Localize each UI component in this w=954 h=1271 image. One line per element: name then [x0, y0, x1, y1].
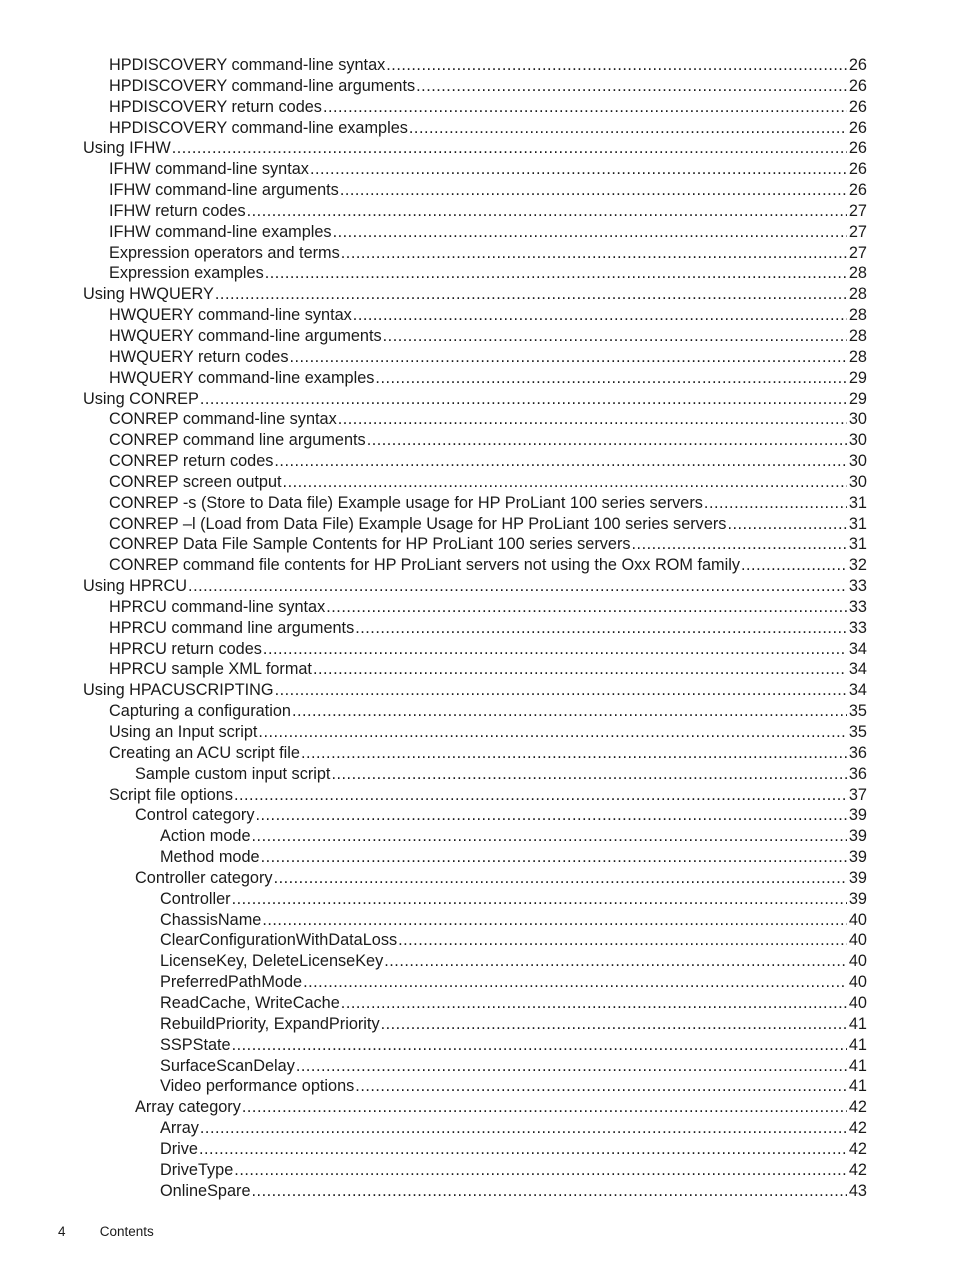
dot-leader [262, 910, 847, 931]
dot-leader [252, 826, 847, 847]
dot-leader [313, 659, 847, 680]
dot-leader [234, 785, 847, 806]
toc-entry[interactable] [0, 55, 867, 76]
toc-entry-title: LicenseKey, DeleteLicenseKey [160, 952, 384, 971]
toc-entry-title: HPDISCOVERY return codes [109, 97, 322, 116]
toc-entry-title: HPRCU command line arguments [109, 618, 355, 637]
toc-entry[interactable] [0, 1097, 867, 1118]
toc-entry-title: Controller [160, 889, 231, 908]
toc-entry-title: Using HPRCU [83, 577, 188, 596]
toc-entry-title: HPRCU sample XML format [109, 660, 312, 679]
toc-entry-title: Controller category [135, 868, 273, 887]
toc-entry[interactable] [0, 118, 867, 139]
dot-leader [416, 76, 847, 97]
dot-leader [375, 368, 846, 389]
toc-entry-title: CONREP Data File Sample Contents for HP ProLiant 100 series servers [109, 535, 631, 554]
dot-leader [200, 1118, 847, 1139]
toc-entry-page-number: 30 [848, 431, 867, 450]
toc-entry-title: CONREP return codes [109, 452, 274, 471]
toc-entry[interactable] [0, 597, 867, 618]
dot-leader [341, 243, 847, 264]
toc-entry-title: SSPState [160, 1035, 231, 1054]
dot-leader [355, 1076, 847, 1097]
toc-entry[interactable] [0, 243, 867, 264]
toc-entry-title: Using an Input script [109, 723, 258, 741]
dot-leader [261, 847, 847, 868]
toc-entry[interactable] [0, 1076, 867, 1097]
dot-leader [258, 722, 846, 743]
dot-leader [200, 389, 847, 410]
toc-entry[interactable] [0, 930, 867, 951]
toc-entry-page-number: 39 [848, 827, 867, 846]
toc-entry-title: Expression operators and terms [109, 243, 340, 262]
toc-entry[interactable] [0, 368, 867, 389]
toc-entry[interactable] [0, 722, 867, 743]
toc-entry-title: Creating an ACU script file [109, 743, 300, 762]
toc-entry-title: SurfaceScanDelay [160, 1056, 295, 1075]
toc-entry-page-number: 31 [848, 535, 867, 554]
toc-entry-title: Array category [135, 1098, 241, 1117]
toc-entry-title: Array [160, 1119, 199, 1138]
dot-leader [172, 138, 847, 159]
toc-entry-title: Expression examples [109, 264, 264, 283]
toc-entry-title: Using CONREP [83, 389, 199, 408]
toc-entry[interactable] [0, 659, 867, 680]
toc-entry-title: HPDISCOVERY command-line examples [109, 118, 408, 137]
toc-entry[interactable] [0, 1014, 867, 1035]
toc-entry-page-number: 33 [848, 618, 867, 637]
dot-leader [409, 118, 847, 139]
dot-leader [242, 1097, 847, 1118]
dot-leader [353, 305, 847, 326]
toc-entry[interactable] [0, 534, 867, 555]
toc-entry-page-number: 31 [848, 493, 867, 512]
dot-leader [341, 993, 847, 1014]
toc-entry-title: ClearConfigurationWithDataLoss [160, 931, 398, 950]
toc-entry-page-number: 34 [848, 681, 867, 700]
toc-entry[interactable] [0, 889, 867, 910]
toc-entry-page-number: 42 [848, 1160, 867, 1179]
dot-leader [296, 1056, 847, 1077]
toc-entry-page-number: 31 [848, 514, 867, 533]
toc-entry-title: IFHW command-line arguments [109, 181, 339, 200]
toc-entry-page-number: 26 [848, 76, 867, 95]
dot-leader [383, 326, 847, 347]
toc-entry[interactable] [0, 1181, 867, 1202]
dot-leader [265, 263, 847, 284]
footer-page-number: 4 [58, 1224, 66, 1239]
toc-entry-title: RebuildPriority, ExpandPriority [160, 1014, 380, 1033]
toc-entry-page-number: 40 [848, 910, 867, 929]
toc-entry-page-number: 29 [848, 368, 867, 387]
dot-leader [331, 764, 846, 785]
toc-entry[interactable] [0, 389, 867, 410]
toc-entry-page-number: 37 [848, 785, 867, 804]
toc-entry-title: HWQUERY command-line examples [109, 368, 375, 387]
dot-leader [340, 180, 847, 201]
toc-entry[interactable] [0, 159, 867, 180]
toc-entry[interactable] [0, 972, 867, 993]
dot-leader [398, 930, 847, 951]
toc-entry[interactable] [0, 951, 867, 972]
toc-entry-title: HWQUERY command-line arguments [109, 326, 382, 345]
toc-entry-title: IFHW command-line syntax [109, 160, 309, 179]
dot-leader [310, 159, 847, 180]
dot-leader [323, 97, 847, 118]
page-footer [58, 1222, 154, 1242]
toc-entry-title: DriveType [160, 1160, 234, 1179]
toc-entry-page-number: 41 [848, 1056, 867, 1075]
toc-entry[interactable] [0, 284, 867, 305]
dot-leader [232, 1035, 847, 1056]
toc-entry-page-number: 28 [848, 285, 867, 304]
toc-entry[interactable] [0, 493, 867, 514]
toc-entry-page-number: 40 [848, 931, 867, 950]
dot-leader [386, 55, 847, 76]
toc-entry[interactable] [0, 97, 867, 118]
toc-entry-page-number: 40 [848, 952, 867, 971]
toc-entry-title: ChassisName [160, 910, 262, 929]
dot-leader [263, 639, 847, 660]
toc-entry[interactable] [0, 138, 867, 159]
dot-leader [188, 576, 847, 597]
toc-entry-page-number: 32 [848, 556, 867, 575]
toc-entry-title: OnlineSpare [160, 1181, 251, 1200]
toc-entry-title: CONREP –l (Load from Data File) Example Usage for HP ProLiant 100 series servers [109, 514, 727, 533]
dot-leader [234, 1160, 847, 1181]
toc-entry[interactable] [0, 555, 867, 576]
toc-entry-page-number: 26 [848, 181, 867, 200]
toc-entry-title: Capturing a configuration [109, 702, 291, 721]
toc-entry[interactable] [0, 1035, 867, 1056]
toc-entry-title: Control category [135, 806, 255, 825]
toc-entry-title: PreferredPathMode [160, 973, 303, 992]
toc-entry[interactable] [0, 451, 867, 472]
toc-entry[interactable] [0, 76, 867, 97]
toc-entry-page-number: 41 [848, 1077, 867, 1096]
toc-entry-page-number: 29 [848, 389, 867, 408]
dot-leader [275, 680, 847, 701]
toc-entry[interactable] [0, 1118, 867, 1139]
toc-entry-title: CONREP screen output [109, 472, 282, 491]
toc-entry-page-number: 36 [848, 743, 867, 762]
toc-entry-page-number: 28 [848, 347, 867, 366]
toc-entry-page-number: 35 [848, 723, 867, 741]
toc-entry[interactable] [0, 847, 867, 868]
toc-entry-page-number: 42 [848, 1139, 867, 1158]
toc-entry[interactable] [0, 785, 867, 806]
toc-entry-page-number: 34 [848, 660, 867, 679]
dot-leader [741, 555, 847, 576]
toc-entry-page-number: 28 [848, 306, 867, 325]
dot-leader [727, 514, 846, 535]
toc-entry[interactable] [0, 1139, 867, 1160]
toc-entry-page-number: 43 [848, 1181, 867, 1200]
toc-entry-page-number: 28 [848, 326, 867, 345]
toc-entry[interactable] [0, 263, 867, 284]
toc-entry-title: Script file options [109, 785, 233, 804]
toc-entry-page-number: 41 [848, 1014, 867, 1033]
dot-leader [632, 534, 847, 555]
toc-entry[interactable] [0, 680, 867, 701]
toc-entry[interactable] [0, 701, 867, 722]
toc-entry-title: HWQUERY command-line syntax [109, 306, 352, 325]
toc-entry[interactable] [0, 514, 867, 535]
toc-entry-page-number: 36 [848, 764, 867, 783]
dot-leader [381, 1014, 847, 1035]
toc-entry-page-number: 39 [848, 806, 867, 825]
toc-entry[interactable] [0, 409, 867, 430]
toc-entry-title: HPDISCOVERY command-line syntax [109, 56, 386, 74]
toc-entry[interactable] [0, 826, 867, 847]
toc-entry-title: Action mode [160, 827, 251, 846]
dot-leader [199, 1139, 847, 1160]
toc-entry-page-number: 26 [848, 160, 867, 179]
dot-leader [274, 868, 847, 889]
toc-entry-page-number: 27 [848, 201, 867, 220]
toc-entry-title: Sample custom input script [135, 764, 331, 783]
toc-entry-title: ReadCache, WriteCache [160, 993, 340, 1012]
toc-entry-title: HPRCU command-line syntax [109, 597, 326, 616]
dot-leader [255, 805, 846, 826]
toc-entry[interactable] [0, 305, 867, 326]
toc-entry-page-number: 30 [848, 472, 867, 491]
dot-leader [367, 430, 847, 451]
dot-leader [326, 597, 847, 618]
toc-entry-page-number: 42 [848, 1119, 867, 1138]
dot-leader [301, 743, 847, 764]
toc-entry-title: CONREP -s (Store to Data file) Example usage for HP ProLiant 100 series servers [109, 493, 703, 512]
toc-entry[interactable] [0, 472, 867, 493]
dot-leader [215, 284, 847, 305]
toc-entry-title: Using HWQUERY [83, 285, 214, 304]
toc-entry-page-number: 42 [848, 1098, 867, 1117]
toc-entry[interactable] [0, 764, 867, 785]
toc-entry[interactable] [0, 576, 867, 597]
toc-entry[interactable] [0, 222, 867, 243]
toc-entry-title: Using HPACUSCRIPTING [83, 681, 274, 700]
toc-entry-page-number: 33 [848, 577, 867, 596]
toc-entry-page-number: 26 [848, 118, 867, 137]
toc-entry-title: IFHW command-line examples [109, 222, 332, 241]
dot-leader [704, 493, 847, 514]
toc-entry-page-number: 41 [848, 1035, 867, 1054]
footer-section-title: Contents [99, 1224, 154, 1239]
toc-entry-page-number: 40 [848, 993, 867, 1012]
dot-leader [283, 472, 847, 493]
toc-entry-title: Drive [160, 1139, 198, 1158]
toc-entry-page-number: 35 [848, 702, 867, 721]
toc-entry-page-number: 26 [848, 56, 867, 74]
toc-entry-page-number: 27 [848, 243, 867, 262]
dot-leader [252, 1181, 847, 1202]
toc-entry-title: HWQUERY return codes [109, 347, 289, 366]
toc-entry-page-number: 40 [848, 973, 867, 992]
table-of-contents [0, 55, 954, 1201]
dot-leader [232, 889, 847, 910]
dot-leader [355, 618, 847, 639]
toc-entry-title: Using IFHW [83, 139, 171, 158]
toc-entry-title: IFHW return codes [109, 201, 246, 220]
toc-entry[interactable] [0, 1056, 867, 1077]
dot-leader [384, 951, 847, 972]
toc-entry[interactable] [0, 805, 867, 826]
toc-entry[interactable] [0, 347, 867, 368]
toc-entry[interactable] [0, 430, 867, 451]
toc-entry-page-number: 34 [848, 639, 867, 658]
toc-entry[interactable] [0, 326, 867, 347]
dot-leader [333, 222, 847, 243]
dot-leader [303, 972, 847, 993]
toc-entry-page-number: 30 [848, 410, 867, 429]
dot-leader [338, 409, 847, 430]
toc-entry-title: CONREP command file contents for HP ProLiant servers not using the Oxx ROM family [109, 556, 740, 575]
toc-entry[interactable] [0, 1160, 867, 1181]
toc-entry-title: Method mode [160, 848, 260, 867]
toc-entry[interactable] [0, 743, 867, 764]
dot-leader [289, 347, 846, 368]
toc-entry-title: HPDISCOVERY command-line arguments [109, 76, 416, 95]
toc-entry-page-number: 28 [848, 264, 867, 283]
toc-entry-page-number: 27 [848, 222, 867, 241]
toc-entry-page-number: 39 [848, 848, 867, 867]
toc-entry-title: CONREP command-line syntax [109, 410, 337, 429]
toc-entry[interactable] [0, 910, 867, 931]
toc-entry[interactable] [0, 180, 867, 201]
dot-leader [292, 701, 847, 722]
dot-leader [274, 451, 846, 472]
toc-entry-title: Video performance options [160, 1077, 355, 1096]
toc-entry-page-number: 30 [848, 452, 867, 471]
toc-entry-title: HPRCU return codes [109, 639, 262, 658]
toc-entry-page-number: 39 [848, 889, 867, 908]
toc-entry-page-number: 26 [848, 139, 867, 158]
toc-entry[interactable] [0, 639, 867, 660]
toc-entry[interactable] [0, 201, 867, 222]
toc-entry[interactable] [0, 993, 867, 1014]
dot-leader [247, 201, 847, 222]
toc-entry-title: CONREP command line arguments [109, 431, 366, 450]
toc-entry[interactable] [0, 868, 867, 889]
toc-entry-page-number: 26 [848, 97, 867, 116]
toc-entry[interactable] [0, 618, 867, 639]
toc-entry-page-number: 33 [848, 597, 867, 616]
toc-entry-page-number: 39 [848, 868, 867, 887]
